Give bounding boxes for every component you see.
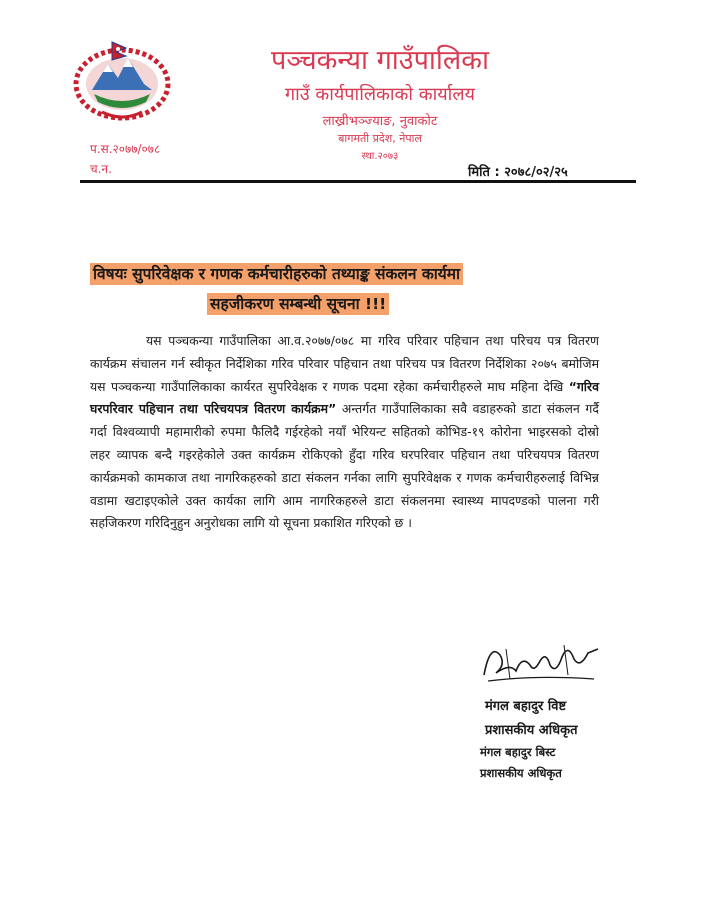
subject-line-1: विषयः सुपरिवेक्षक र गणक कर्मचारीहरुको तथ्याङ्क संकलन कार्यमा [90,263,463,285]
office-name: गाउँ कार्यपालिकाको कार्यालय [285,84,475,105]
header-divider [80,180,636,183]
dispatch-number: च.न. [90,162,112,176]
signatory-name: मंगल बहादुर विष्ट [485,699,567,714]
body-text-part-2: अन्तर्गत गाउँपालिकाका सवै वडाहरुको डाटा संकलन गर्दै गर्दा विश्वव्यापी महामारीको रुपमा फैलिदै गईरहेको नयाँ भेरियन्ट सहितको कोभिड-१९ कोरोना भाइरसको दोस्रो लहर व्यापक बन्दै गइरहेकोले उक्त कार्यक्रम रोकिएको हुँदा गरिव घरपरिवार पहिचान तथा परिचयपत्र वितरण कार्यक्रमको कामकाज तथा नागरिकहरुको डाटा संकलन गर्नका लागि सुपरिवेक्षक र गणक कर्मचारीहरुलाई विभिन्न वडामा खटाइएकोले उक्त कार्यका लागि आम नागरिकहरुले डाटा संकलनमा स्वास्थ्य मापदण्डको पालना गरी सहजिकरण गरिदिनुहुन अनुरोधका लागि यो सूचना प्रकाशित गरिएको छ । [90,401,599,531]
office-address: लाख्रीभञ्ज्याङ, नुवाकोट [322,114,438,129]
municipality-name: पञ्चकन्या गाउँपालिका [271,45,489,76]
nepal-emblem-icon [72,34,172,122]
stamp-name: मंगल बहादुर बिस्ट [480,745,556,759]
notice-subject [90,259,600,319]
handwritten-signature [476,635,606,687]
office-province: बागमती प्रदेश, नेपाल [338,132,422,145]
letter-number: प.स.२०७७/०७८ [90,142,161,156]
established-year: स्था.२०७३ [361,151,399,162]
subject-line-2: सहजीकरण सम्बन्धी सूचना !!! [207,293,389,315]
stamp-title: प्रशासकीय अधिकृत [480,766,562,780]
program-name: “गरिव घरपरिवार पहिचान तथा परिचयपत्र वितरण कार्यक्रम” [90,378,599,417]
signatory-title: प्रशासकीय अधिकृत [485,723,578,738]
notice-date: मिति : २०७८/०२/२५ [468,165,568,180]
body-text-part-1: यस पञ्चकन्या गाउँपालिका आ.व.२०७७/०७८ मा गरिव परिवार पहिचान तथा परिचय पत्र वितरण कार्यक्रम संचालन गर्न स्वीकृत निर्देशिका गरिव परिवार पहिचान तथा परिचय पत्र वितरण निर्देशिका २०७५ बमोजिम यस पञ्चकन्या गाउँपालिकाका कार्यरत सुपरिवेक्षक र गणक पदमा रहेका कर्मचारीहरुले माघ महिना देखि [90,333,599,394]
notice-body [90,330,599,535]
